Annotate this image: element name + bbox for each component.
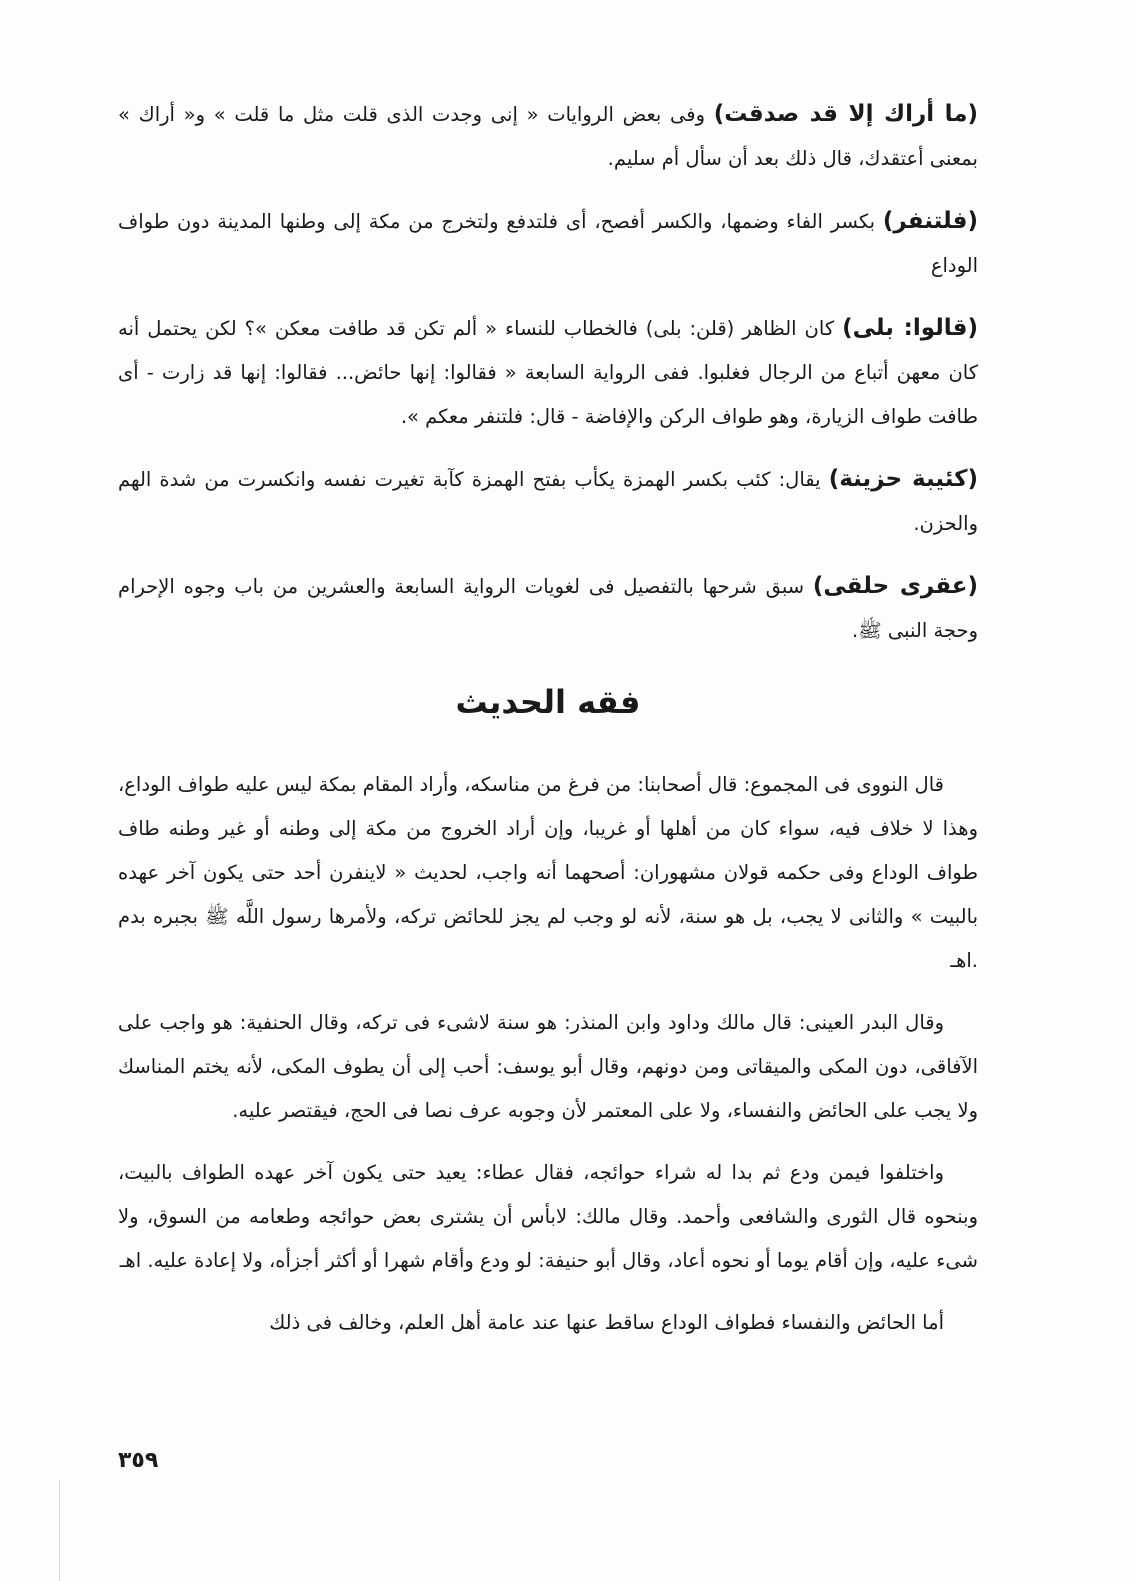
glossary-definition: كان الظاهر (قلن: بلى) فالخطاب للنساء « ألم تكن قد طافت معكن »؟ لكن يحتمل أنه كان معهن أتباع من الرجال فغلبوا. ففى الرواية السابعة « فقالوا: إنها حائض... فقالوا: إنها قد زارت - أى طافت طواف الزيارة، وهو طواف الركن والإفاضة - قال: فلتنفر معكم ». — [118, 317, 978, 428]
glossary-definition: بكسر الفاء وضمها، والكسر أفصح، أى فلتدفع ولتخرج من مكة إلى وطنها المدينة دون طواف الوداع — [118, 210, 978, 277]
glossary-term: (كئيبة حزينة) — [828, 466, 978, 492]
body-paragraph: أما الحائض والنفساء فطواف الوداع ساقط عنها عند عامة أهل العلم، وخالف فى ذلك — [269, 1311, 944, 1334]
body-paragraph: وقال البدر العينى: قال مالك وداود وابن المنذر: هو سنة لاشىء فى تركه، وقال الحنفية: هو واجب على الآفاقى، دون المكى والميقاتى ومن دونهم، وقال أبو يوسف: أحب إلى أن يطوف المكى، لأنه يختم المناسك ولا يجب على الحائض والنفساء، ولا على المعتمر لأن وجوبه عرف نصا فى الحج، فيقتصر عليه. — [118, 1011, 978, 1122]
glossary-term: (ما أراك إلا قد صدقت) — [713, 101, 978, 127]
glossary-definition: سبق شرحها بالتفصيل فى لغويات الرواية السابعة والعشرين من باب وجوه الإحرام وحجة النبى ﷺ. — [118, 575, 978, 642]
page-number: ٣٥٩ — [118, 1448, 159, 1473]
page-body — [118, 92, 978, 1363]
glossary-definition: يقال: كئب بكسر الهمزة يكأب بفتح الهمزة كآبة تغيرت نفسه وانكسرت من شدة الهم والحزن. — [118, 468, 978, 535]
glossary-entry — [118, 306, 978, 439]
body-paragraph: قال النووى فى المجموع: قال أصحابنا: من فرغ من مناسكه، وأراد المقام بمكة ليس عليه طواف الوداع، وهذا لا خلاف فيه، سواء كان من أهلها أو غريبا، وإن أراد الخروج من مكة إلى وطنه أو غير وطنه طاف طواف الوداع وفى حكمه قولان مشهوران: أصحهما أنه واجب، لحديث « لاينفرن أحد حتى يكون آخر عهده بالبيت » والثانى لا يجب، بل هو سنة، لأنه لو وجب لم يجز للحائض تركه، ولأمرها رسول اللَّه ﷺ بجبره بدم .اهـ — [118, 773, 978, 972]
glossary-term: (فلتنفر) — [882, 208, 978, 234]
glossary-entry — [118, 457, 978, 546]
crop-mark-line — [59, 1480, 60, 1581]
glossary-definition: وفى بعض الروايات « إنى وجدت الذى قلت مثل ما قلت » و« أراك » بمعنى أعتقدك، قال ذلك بعد أن سأل أم سليم. — [118, 103, 978, 170]
glossary-entry — [118, 199, 978, 288]
body-paragraph: واختلفوا فيمن ودع ثم بدا له شراء حوائجه، فقال عطاء: يعيد حتى يكون آخر عهده الطواف بالبيت، وبنحوه قال الثورى والشافعى وأحمد. وقال مالك: لابأس أن يشترى بعض حوائجه وطعامه من السوق، ولا شىء عليه، وإن أقام يوما أو نحوه أعاد، وقال أبو حنيفة: لو ودع وأقام شهرا أو أكثر أجزأه، ولا إعادة عليه. اهـ — [118, 1161, 978, 1272]
section-title: فقه الحديث — [455, 683, 641, 721]
glossary-entry — [118, 564, 978, 653]
glossary-term: (عقرى حلقى) — [812, 573, 978, 599]
glossary-entry — [118, 92, 978, 181]
glossary-term: (قالوا: بلى) — [842, 315, 978, 341]
